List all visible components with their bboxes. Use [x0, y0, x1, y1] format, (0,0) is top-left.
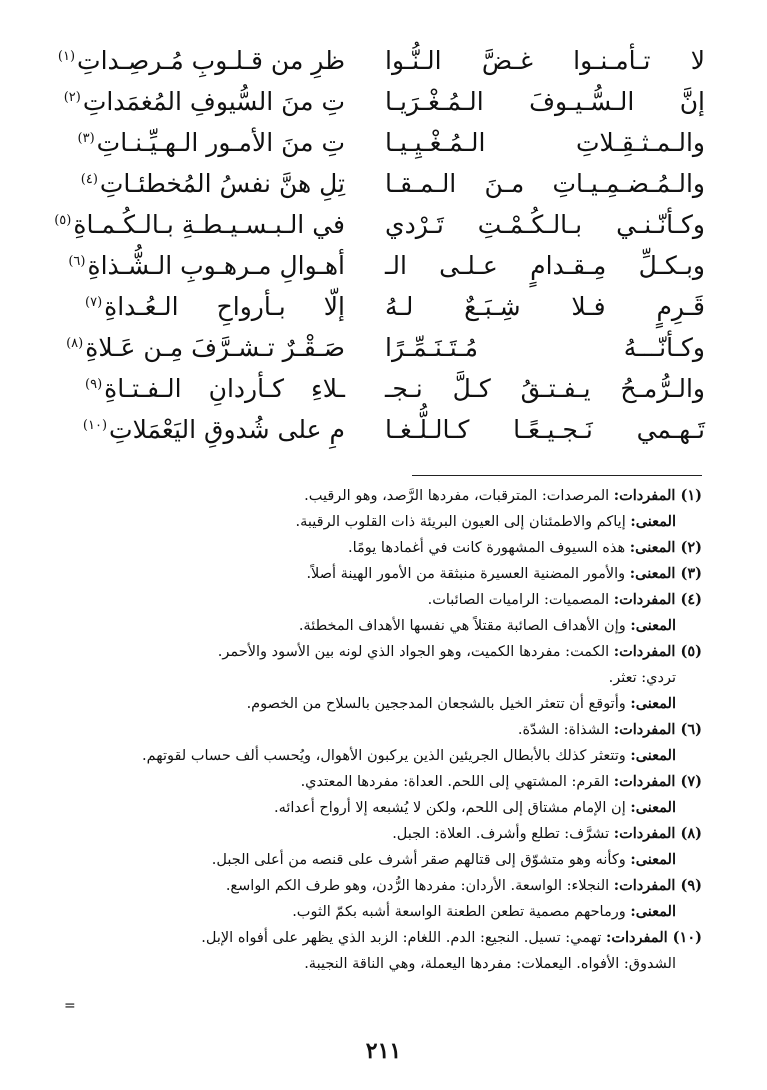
footnote-marker: (٣) — [77, 130, 95, 146]
second-hemistich — [85, 374, 345, 403]
verse — [57, 40, 705, 81]
footnote-text: وإن الأهداف الصائبة مقتلاً هي نفسها الأهداف المخطئة. — [298, 618, 631, 634]
footnote-marker: (٩) — [85, 376, 103, 392]
second-hemistich — [54, 210, 345, 239]
footnotes — [62, 483, 702, 977]
footnote — [62, 717, 702, 743]
footnote-text: المرصدات: المترقبات، مفردها الرَّصد، وهو الرقيب. — [304, 488, 614, 504]
footnote-separator — [412, 475, 702, 476]
second-hemistich — [85, 292, 345, 321]
footnote-label: (٨) المفردات: — [613, 825, 702, 842]
first-hemistich: قَـرِمٍ فـلا شِـبَـعٌ لـهُ — [385, 292, 705, 321]
footnote-text: والأمور المضنية العسيرة منبثقة من الأمور الهينة أصلاً. — [306, 566, 630, 582]
verse — [68, 245, 705, 286]
footnote-text: إن الإمام مشتاق إلى اللحم، ولكن لا يُشبعه إلا أرواح أعدائه. — [273, 800, 631, 816]
footnote — [62, 925, 702, 951]
poem — [54, 40, 705, 450]
footnote-marker: (٦) — [68, 253, 86, 269]
footnote-label: (٢) المعنى: — [629, 539, 702, 556]
footnote-text: المصميات: الراميات الصائبات. — [427, 592, 614, 608]
verse — [77, 122, 705, 163]
verse — [80, 163, 705, 204]
footnote — [62, 691, 702, 717]
footnote — [62, 899, 702, 925]
verse-text: مِ على شُدوقِ اليَعْمَلاتِ — [109, 415, 345, 444]
footnote — [62, 873, 702, 899]
first-hemistich: إنَّ الـسُّـيـوفَ الـمُـغْـرَيـا — [385, 87, 705, 116]
footnote-label: المعنى: — [630, 513, 676, 530]
first-hemistich: وبـكـلِّ مِـقـدامٍ عـلـى الـ — [385, 251, 705, 280]
footnote-text: تردي: تعثر. — [608, 670, 676, 686]
footnote-marker: (٧) — [85, 294, 103, 310]
verse — [85, 286, 705, 327]
footnote-label: المعنى: — [630, 617, 676, 634]
first-hemistich: والـرُّمـحُ يـفـتـقُ كـلَّ نـجـ — [385, 374, 705, 403]
footnote-text: القرم: المشتهي إلى اللحم. العداة: مفردها المعتدي. — [300, 774, 614, 790]
footnote-label: المعنى: — [630, 799, 676, 816]
footnote-label: المعنى: — [630, 851, 676, 868]
footnote-text: تهمي: تسيل. النجيع: الدم. اللغام: الزبد الذي يظهر على أفواه الإبل. — [201, 930, 606, 946]
verse — [66, 327, 705, 368]
second-hemistich — [80, 169, 345, 198]
footnote-text: وأتوقع أن تتعثر الخيل بالشجعان المدججين بالسلاح من الخصوم. — [246, 696, 631, 712]
footnote-label: المعنى: — [630, 747, 676, 764]
footnote-label: (٥) المفردات: — [613, 643, 702, 660]
footnote-label: (٣) المعنى: — [629, 565, 702, 582]
verse — [82, 409, 705, 450]
footnote-marker: (٢) — [63, 89, 81, 105]
footnote — [62, 639, 702, 665]
footnote-text: الكمت: مفردها الكميت، وهو الجواد الذي لونه بين الأسود والأحمر. — [217, 644, 614, 660]
verse — [85, 368, 705, 409]
verse-text: ـلاءِ كـأردانِ الـفـتـاةِ — [104, 374, 345, 403]
first-hemistich: والـمُـضـمِـيـاتِ مـنَ الـمـقـا — [385, 169, 705, 198]
footnote — [62, 483, 702, 509]
verse-text: إلّا بـأرواحِ الـعُـداةِ — [104, 292, 345, 321]
footnote-text: إياكم والاطمئنان إلى العيون البريئة ذات القلوب الرقيبة. — [295, 514, 631, 530]
footnote — [62, 951, 702, 977]
footnote — [62, 613, 702, 639]
page-number: ٢١١ — [365, 1038, 402, 1064]
second-hemistich — [57, 46, 345, 75]
first-hemistich: والـمـثـقِـلاتِ الـمُـغْـيِـيـا — [385, 128, 705, 157]
first-hemistich: لا تـأمـنـوا غـضَّ الـنُّـوا — [385, 46, 705, 75]
footnote-marker: (٥) — [54, 212, 72, 228]
footnote — [62, 665, 702, 691]
footnote — [62, 561, 702, 587]
footnote-label: (١٠) المفردات: — [605, 929, 702, 946]
footnote-text: وكأنه وهو متشوّق إلى قتالهم صقر أشرف على قنصه من أعلى الجبل. — [211, 852, 631, 868]
footnote — [62, 587, 702, 613]
second-hemistich — [66, 333, 345, 362]
footnote — [62, 795, 702, 821]
footnote-label: (٤) المفردات: — [613, 591, 702, 608]
footnote-label: (٧) المفردات: — [613, 773, 702, 790]
verse-text: تِ منَ الأمـور الـهـيِّـنـاتِ — [96, 128, 345, 157]
footnote-marker: (١٠) — [82, 417, 108, 433]
footnote — [62, 821, 702, 847]
footnote — [62, 509, 702, 535]
footnote-marker: (١) — [57, 48, 76, 64]
footnote-text: تشرَّف: تطلع وأشرف. العلاة: الجبل. — [392, 826, 614, 842]
footnote-text: النجلاء: الواسعة. الأردان: مفردها الرُّدن، وهو طرف الكم الواسع. — [225, 878, 614, 894]
first-hemistich: وكـأنّـنـي بـالـكُـمْـتِ تَـرْدي — [385, 210, 705, 239]
footnote-label: (٩) المفردات: — [613, 877, 702, 894]
first-hemistich: وكـأنّـــهُ مُـتَـنَـمِّـرًا — [385, 333, 705, 362]
footnote-text: هذه السيوف المشهورة كانت في أغمادها يومًا. — [347, 540, 630, 556]
footnote-text: الشذاة: الشدّة. — [517, 722, 614, 738]
second-hemistich — [63, 87, 345, 116]
footnote-label: (١) المفردات: — [613, 487, 702, 504]
footnote — [62, 769, 702, 795]
footnote-label: المعنى: — [630, 903, 676, 920]
footnote-marker: (٨) — [66, 335, 84, 351]
verse-text: ظرِ من قـلـوبِ مُـرصِـداتِ — [77, 46, 345, 75]
verse-text: في الـبـسـيـطـةِ بـالـكُـمـاةِ — [73, 210, 345, 239]
footnote — [62, 743, 702, 769]
verse-text: تِلِ هنَّ نفسُ المُخطئـاتِ — [99, 169, 345, 198]
footnote-label: المعنى: — [630, 695, 676, 712]
footnote-text: وتتعثر كذلك بالأبطال الجريئين الذين يركبون الأهوال، ويُحسب ألف حساب لقوتهم. — [142, 748, 631, 764]
footnote — [62, 535, 702, 561]
footnote-label: (٦) المفردات: — [613, 721, 702, 738]
second-hemistich — [77, 128, 345, 157]
footnote-text: الشدوق: الأفواه. اليعملات: مفردها اليعملة، وهي الناقة النجيبة. — [304, 956, 676, 972]
verse — [54, 204, 705, 245]
verse — [63, 81, 705, 122]
verse-text: أهـوالِ مـرهـوبِ الـشُّـذاةِ — [87, 251, 345, 280]
margin-mark: = — [64, 998, 76, 1014]
second-hemistich — [68, 251, 345, 280]
verse-text: تِ منَ السُّيوفِ المُغمَداتِ — [82, 87, 345, 116]
verse-text: صَـقْـرٌ تـشـرَّفَ مِـن عَـلاةِ — [85, 333, 345, 362]
footnote-marker: (٤) — [80, 171, 98, 187]
footnote-text: ورماحهم مصمية تطعن الطعنة الواسعة أشبه بكمّ الثوب. — [292, 904, 631, 920]
second-hemistich — [82, 415, 345, 444]
footnote — [62, 847, 702, 873]
first-hemistich: تَـهـمي نَـجـيـعًـا كـالـلُّـغـا — [385, 415, 705, 444]
